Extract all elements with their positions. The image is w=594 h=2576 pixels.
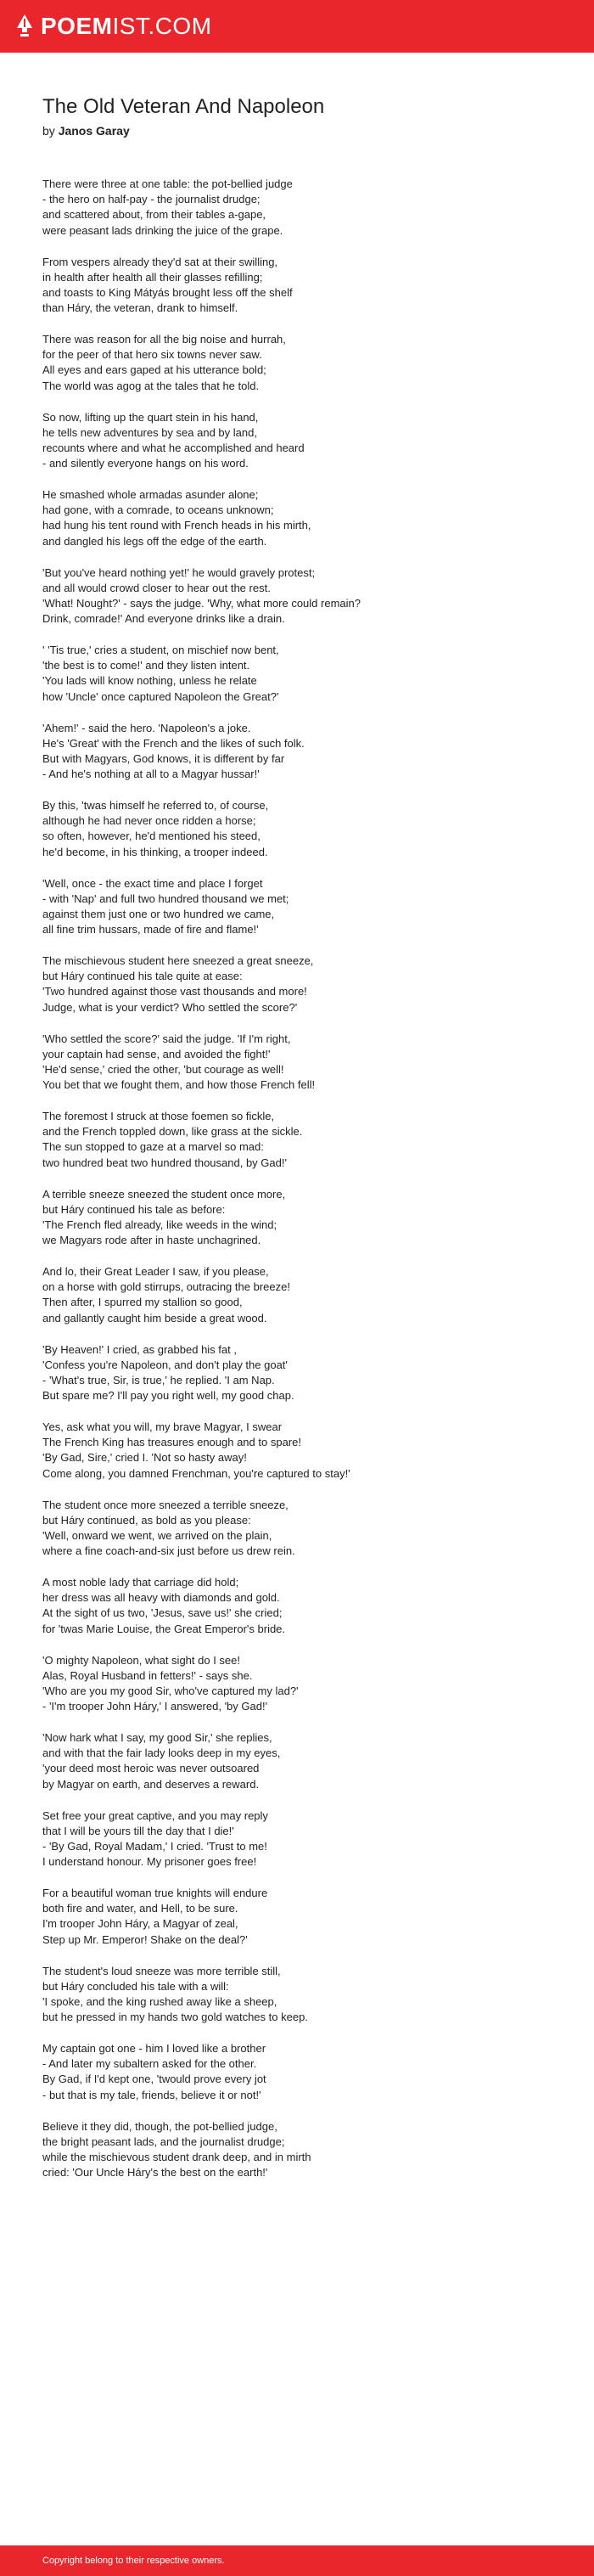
- poem-line: we Magyars rode after in haste unchagrined.: [42, 1234, 261, 1247]
- poem-line: and all would crowd closer to hear out the rest.: [42, 581, 271, 594]
- poem-line: - 'What's true, Sir, is true,' he replied. 'I am Nap.: [42, 1373, 275, 1386]
- poem-line: - and silently everyone hangs on his word.: [42, 457, 249, 470]
- poem-content: [42, 93, 569, 2196]
- poem-line: 'Confess you're Napoleon, and don't play the goat': [42, 1358, 288, 1371]
- poem-line: for 'twas Marie Louise, the Great Emperor's bride.: [42, 1622, 286, 1635]
- poem-line: My captain got one - him I loved like a brother: [42, 2042, 266, 2055]
- poem-line: by Magyar on earth, and deserves a reward.: [42, 1777, 260, 1791]
- site-footer: [0, 2545, 594, 2576]
- site-logo[interactable]: [15, 14, 212, 39]
- poem-line: 'your deed most heroic was never outsoared: [42, 1762, 260, 1775]
- poem-line: 'I spoke, and the king rushed away like a sheep,: [42, 1994, 277, 2008]
- poem-line: But spare me? I'll pay you right well, my good chap.: [42, 1389, 294, 1403]
- poem-line: although he had never once ridden a horse;: [42, 814, 256, 828]
- poem-line: All eyes and ears gaped at his utterance bold;: [42, 363, 266, 377]
- poem-line: Alas, Royal Husband in fetters!' - says she.: [42, 1668, 253, 1682]
- stanza: [42, 953, 569, 1015]
- quill-pen-icon: [15, 14, 34, 39]
- stanza: [42, 1730, 569, 1792]
- poem-line: - the hero on half-pay - the journalist drudge;: [42, 193, 261, 206]
- poem-line: 'Well, onward we went, we arrived on the plain,: [42, 1528, 272, 1542]
- poem-line: So now, lifting up the quart stein in his hand,: [42, 410, 259, 424]
- stanza: [42, 1109, 569, 1171]
- poem-line: By Gad, if I'd kept one, 'twould prove every jot: [42, 2073, 266, 2086]
- poem-line: for the peer of that hero six towns never saw.: [42, 348, 262, 362]
- poem-line: For a beautiful woman true knights will endure: [42, 1887, 268, 1899]
- poem-line: The world was agog at the tales that he told.: [42, 379, 260, 392]
- poem-line: At the sight of us two, 'Jesus, save us!' she cried;: [42, 1606, 283, 1620]
- byline: [42, 122, 569, 139]
- poem-line: the bright peasant lads, and the journalist drudge;: [42, 2134, 285, 2148]
- poem-line: how 'Uncle' once captured Napoleon the Great?': [42, 689, 279, 703]
- poem-line: 'Two hundred against those vast thousands and more!: [42, 985, 307, 998]
- poem-line: but Háry continued his tale as before:: [42, 1202, 226, 1216]
- poem-line: Set free your great captive, and you may reply: [42, 1808, 268, 1822]
- poem-line: in health after health all their glasses refilling;: [42, 270, 263, 284]
- poem-line: 'the best is to come!' and they listen intent.: [42, 659, 250, 672]
- poem-line: 'Who settled the score?' said the judge. 'If I'm right,: [42, 1032, 291, 1045]
- poem-line: And lo, their Great Leader I saw, if you please,: [42, 1265, 269, 1278]
- poem-line: Believe it they did, though, the pot-bellied judge,: [42, 2119, 277, 2133]
- stanza: [42, 2041, 569, 2103]
- poem-line: I'm trooper John Háry, a Magyar of zeal,: [42, 1917, 238, 1931]
- poem-line: By this, 'twas himself he referred to, of course,: [42, 799, 269, 812]
- poem-line: You bet that we fought them, and how those French fell!: [42, 1078, 316, 1092]
- poem-line: on a horse with gold stirrups, outracing the breeze!: [42, 1280, 290, 1294]
- stanza: [42, 1187, 569, 1249]
- stanza: [42, 876, 569, 938]
- by-prefix: by: [42, 124, 55, 138]
- poem-line: There were three at one table: the pot-bellied judge: [42, 177, 293, 190]
- poem-line: recounts where and what he accomplished and heard: [42, 441, 305, 454]
- poem-line: but Háry continued, as bold as you please:: [42, 1513, 251, 1527]
- poem-title: The Old Veteran And Napoleon: [42, 95, 325, 118]
- poem-line: and toasts to King Mátyás brought less off the shelf: [42, 285, 293, 299]
- poem-line: The foremost I struck at those foemen so fickle,: [42, 1110, 275, 1122]
- poem-line: Judge, what is your verdict? Who settled the score?': [42, 1000, 298, 1014]
- poem-line: - but that is my tale, friends, believe it or not!': [42, 2088, 261, 2101]
- poem-line: and the French toppled down, like grass at the sickle.: [42, 1125, 303, 1139]
- stanza: [42, 1420, 569, 1482]
- poem-line: The student's loud sneeze was more terrible still,: [42, 1964, 281, 1977]
- poem-line: both fire and water, and Hell, to be sure.: [42, 1902, 238, 1915]
- copyright-text: Copyright belong to their respective owners.: [42, 2556, 225, 2566]
- poem-line: Yes, ask what you will, my brave Magyar, I swear: [42, 1420, 283, 1433]
- poem-line: 'What! Nought?' - says the judge. 'Why, what more could remain?: [42, 596, 361, 610]
- poem-line: 'The French fled already, like weeds in the wind;: [42, 1218, 277, 1231]
- stanza: [42, 1575, 569, 1637]
- stanza: [42, 1808, 569, 1870]
- poem-line: 'By Heaven!' I cried, as grabbed his fat ,: [42, 1342, 237, 1356]
- stanza: [42, 177, 569, 239]
- poem-line: your captain had sense, and avoided the fight!': [42, 1047, 271, 1060]
- stanza: [42, 643, 569, 705]
- poem-line: A terrible sneeze sneezed the student once more,: [42, 1187, 286, 1201]
- stanza: [42, 487, 569, 549]
- poem-line: while the mischievous student drank deep, and in mirth: [42, 2150, 311, 2163]
- poem-line: had hung his tent round with French heads in his mirth,: [42, 519, 311, 532]
- stanza: [42, 1964, 569, 2026]
- poem-line: but Háry concluded his tale with a will:: [42, 1979, 229, 1993]
- stanza: [42, 1032, 569, 1094]
- poem-line: Step up Mr. Emperor! Shake on the deal?': [42, 1932, 248, 1946]
- poem-line: than Háry, the veteran, drank to himself.: [42, 301, 238, 315]
- poem-line: - And he's nothing at all to a Magyar hussar!': [42, 768, 260, 781]
- poem-line: He smashed whole armadas asunder alone;: [42, 488, 259, 501]
- poem-line: that I will be yours till the day that I die!': [42, 1824, 234, 1837]
- poem-line: were peasant lads drinking the juice of the grape.: [42, 223, 283, 237]
- stanza: [42, 1342, 569, 1404]
- poem-line: and with that the fair lady looks deep in my eyes,: [42, 1746, 281, 1760]
- poem-line: he tells new adventures by sea and by land,: [42, 425, 257, 439]
- poem-line: From vespers already they'd sat at their swilling,: [42, 255, 278, 268]
- poem-line: two hundred beat two hundred thousand, by Gad!': [42, 1156, 287, 1169]
- poem-line: The French King has treasures enough and to spare!: [42, 1436, 301, 1449]
- poem-line: Come along, you damned Frenchman, you're captured to stay!': [42, 1466, 350, 1480]
- poem-line: Drink, comrade!' And everyone drinks like a drain.: [42, 612, 285, 626]
- poem-line: had gone, with a comrade, to oceans unknown;: [42, 503, 274, 517]
- poem-body: [42, 177, 569, 2180]
- poem-line: against them just one or two hundred we came,: [42, 907, 275, 920]
- author-link[interactable]: Janos Garay: [58, 124, 130, 138]
- stanza: [42, 1498, 569, 1560]
- poem-line: 'Now hark what I say, my good Sir,' she replies,: [42, 1731, 272, 1744]
- poem-line: all fine trim hussars, made of fire and flame!': [42, 923, 259, 936]
- poem-line: but Háry continued his tale quite at ease:: [42, 970, 243, 983]
- stanza: [42, 410, 569, 472]
- stanza: [42, 1653, 569, 1715]
- stanza: [42, 798, 569, 860]
- poem-line: but he pressed in my hands two gold watches to keep.: [42, 2011, 308, 2024]
- poem-line: 'O mighty Napoleon, what sight do I see!: [42, 1653, 240, 1667]
- poem-line: 'You lads will know nothing, unless he relate: [42, 674, 257, 688]
- poem-line: - with 'Nap' and full two hundred thousand we met;: [42, 891, 289, 905]
- stanza: [42, 332, 569, 394]
- poem-line: 'Well, once - the exact time and place I forget: [42, 876, 263, 890]
- poem-line: her dress was all heavy with diamonds and gold.: [42, 1591, 280, 1605]
- stanza: [42, 565, 569, 627]
- poem-line: and dangled his legs off the edge of the earth.: [42, 534, 267, 548]
- poem-line: cried: 'Our Uncle Háry's the best on the earth!': [42, 2166, 268, 2179]
- poem-line: He's 'Great' with the French and the likes of such folk.: [42, 736, 305, 750]
- logo-text: POEMIST.COM: [41, 13, 212, 39]
- site-header: [0, 0, 594, 53]
- poem-line: 'Ahem!' - said the hero. 'Napoleon's a joke.: [42, 721, 251, 734]
- poem-line: and scattered about, from their tables a-gape,: [42, 208, 266, 222]
- stanza: [42, 1264, 569, 1326]
- poem-line: I understand honour. My prisoner goes free!: [42, 1855, 257, 1869]
- poem-line: The mischievous student here sneezed a great sneeze,: [42, 954, 314, 967]
- stanza: [42, 1886, 569, 1948]
- poem-line: 'But you've heard nothing yet!' he would gravely protest;: [42, 565, 316, 579]
- poem-line: 'By Gad, Sire,' cried I. 'Not so hasty away!: [42, 1451, 247, 1465]
- poem-line: - 'By Gad, Royal Madam,' I cried. 'Trust to me!: [42, 1839, 267, 1853]
- poem-line: There was reason for all the big noise and hurrah,: [42, 333, 286, 346]
- poem-line: he'd become, in his thinking, a trooper indeed.: [42, 845, 268, 858]
- poem-line: Then after, I spurred my stallion so good,: [42, 1296, 243, 1309]
- poem-line: and gallantly caught him beside a great wood.: [42, 1311, 267, 1325]
- poem-line: 'He'd sense,' cried the other, 'but courage as well!: [42, 1062, 284, 1076]
- poem-line: The student once more sneezed a terrible sneeze,: [42, 1498, 289, 1511]
- poem-line: where a fine coach-and-six just before us drew rein.: [42, 1544, 295, 1558]
- poem-line: - And later my subaltern asked for the other.: [42, 2057, 257, 2071]
- poem-line: But with Magyars, God knows, it is different by far: [42, 751, 285, 765]
- poem-line: A most noble lady that carriage did hold;: [42, 1576, 239, 1589]
- stanza: [42, 721, 569, 783]
- poem-line: 'Who are you my good Sir, who've captured my lad?': [42, 1684, 299, 1697]
- poem-line: so often, however, he'd mentioned his steed,: [42, 830, 261, 843]
- poem-line: The sun stopped to gaze at a marvel so mad:: [42, 1140, 264, 1154]
- stanza: [42, 2119, 569, 2181]
- stanza: [42, 255, 569, 317]
- poem-line: - 'I'm trooper John Háry,' I answered, 'by Gad!': [42, 1700, 268, 1713]
- poem-line: ' 'Tis true,' cries a student, on mischief now bent,: [42, 644, 279, 656]
